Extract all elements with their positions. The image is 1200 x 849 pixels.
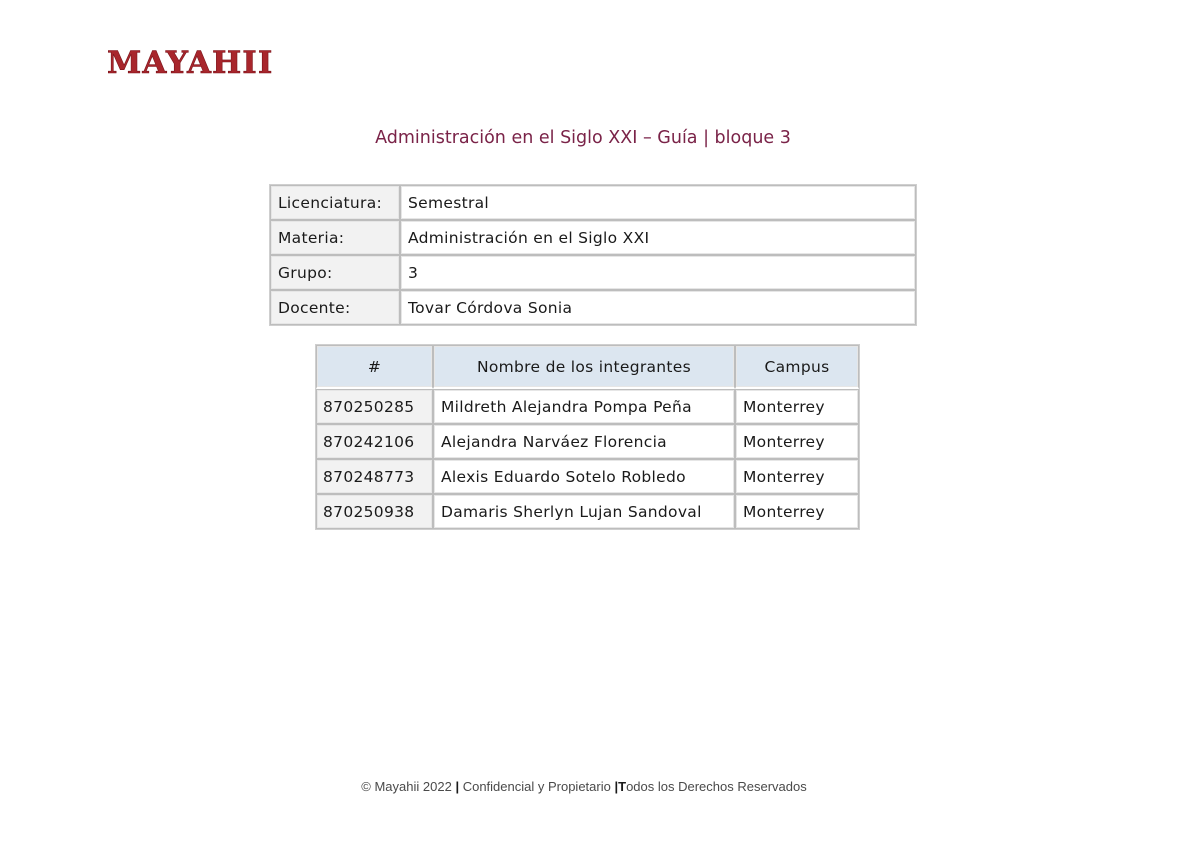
course-info-table: [269, 184, 917, 326]
info-value: 3: [400, 255, 916, 290]
info-label: Materia:: [270, 220, 400, 255]
info-row-materia: [270, 220, 916, 255]
member-name: Damaris Sherlyn Lujan Sandoval: [433, 494, 735, 529]
info-label: Licenciatura:: [270, 185, 400, 220]
member-id: 870242106: [316, 424, 433, 459]
info-row-grupo: [270, 255, 916, 290]
info-value: Semestral: [400, 185, 916, 220]
member-name: Alejandra Narváez Florencia: [433, 424, 735, 459]
info-label: Docente:: [270, 290, 400, 325]
members-header-row: [316, 345, 859, 389]
footer-confidential: Confidencial y Propietario: [462, 779, 611, 794]
info-row-licenciatura: [270, 185, 916, 220]
info-row-docente: [270, 290, 916, 325]
table-row: [316, 389, 859, 424]
footer-copyright: © Mayahii 2022: [361, 779, 452, 794]
member-id: 870250285: [316, 389, 433, 424]
brand-logo: MAYAHII: [107, 45, 274, 81]
member-campus: Monterrey: [735, 424, 859, 459]
document-title: Administración en el Siglo XXI – Guía | bloque 3: [375, 128, 791, 148]
footer-rights-initial: T: [618, 779, 627, 794]
table-row: [316, 494, 859, 529]
info-value: Administración en el Siglo XXI: [400, 220, 916, 255]
footer-rights: odos los Derechos Reservados: [626, 779, 807, 794]
member-id: 870248773: [316, 459, 433, 494]
members-table: [315, 344, 860, 530]
table-row: [316, 459, 859, 494]
member-campus: Monterrey: [735, 389, 859, 424]
header-name: Nombre de los integrantes: [433, 345, 735, 389]
header-campus: Campus: [735, 345, 859, 389]
header-id: #: [316, 345, 433, 389]
member-id: 870250938: [316, 494, 433, 529]
member-name: Mildreth Alejandra Pompa Peña: [433, 389, 735, 424]
member-campus: Monterrey: [735, 494, 859, 529]
footer: [0, 779, 1168, 794]
footer-separator: |: [455, 779, 460, 794]
member-campus: Monterrey: [735, 459, 859, 494]
footer-separator: |: [614, 779, 619, 794]
info-label: Grupo:: [270, 255, 400, 290]
table-row: [316, 424, 859, 459]
member-name: Alexis Eduardo Sotelo Robledo: [433, 459, 735, 494]
info-value: Tovar Córdova Sonia: [400, 290, 916, 325]
